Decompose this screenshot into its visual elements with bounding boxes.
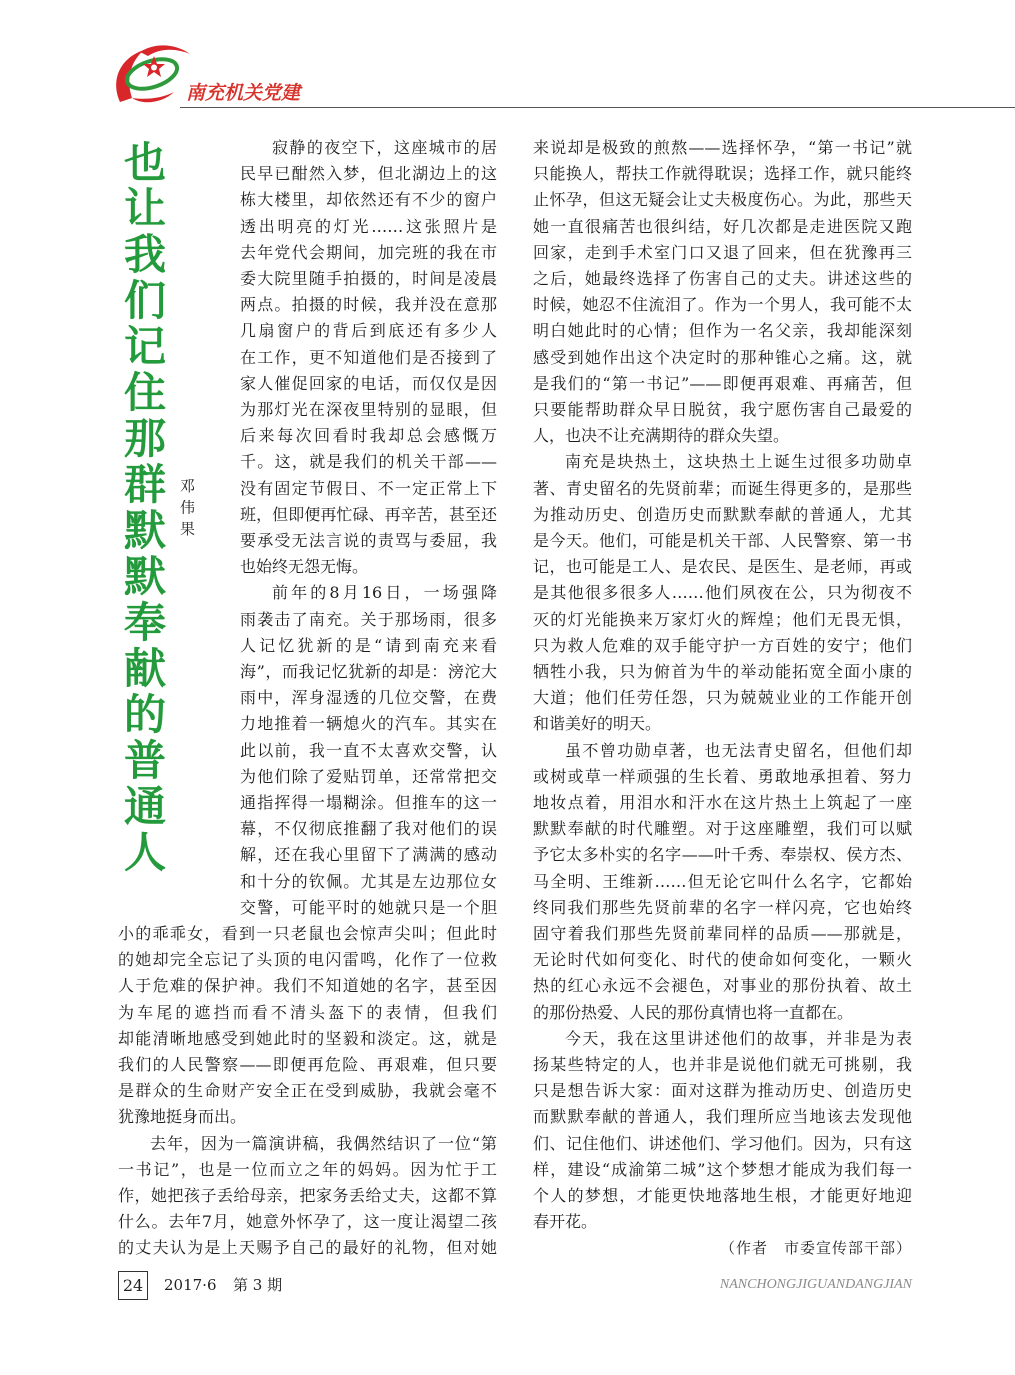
text-line: 交警，可能平时的她就只是一个胆 [240,897,497,917]
text-line: 作，她把孩子丢给母亲，把家务丢给丈夫，这都不算 [118,1186,497,1205]
text-line: 海”，而我记忆犹新的却是：滂沱大 [240,662,497,681]
text-line: 来说却是极致的煎熬——选择怀孕，“第一书记”就 [533,138,912,157]
text-line: 前年的8月16日，一场强降 [272,583,497,603]
text-line: 而默默奉献的普通人，我们理所应当地该去发现他 [533,1107,912,1127]
text-line: 却能清晰地感受到她此时的坚毅和淡定。这，就是 [118,1028,497,1048]
running-title: NANCHONGJIGUANDANGJIAN [719,1277,912,1292]
author-note: （作者 市委宣传部干部） [719,1239,912,1258]
text-line: 犹豫地挺身而出。 [118,1107,247,1127]
text-line: 幕，不仅彻底推翻了我对他们的误 [240,819,497,839]
text-line: 委大院里随手拍摄的，时间是凌晨 [240,269,497,288]
text-line: 今天，我在这里讲述他们的故事，并非是为表 [565,1028,912,1048]
issue-date: 2017·6 [164,1276,217,1294]
text-line: 后来每次回看时我却总会感慨万 [240,426,497,446]
text-line: 记，也可能是工人、是农民、是医生、是老师，再或 [533,557,912,577]
text-line: 去年党代会期间，加完班的我在市 [240,242,497,262]
text-line: 只要能帮助群众早日脱贫，我宁愿伤害自己最爱的 [533,400,912,419]
text-line: 是群众的生命财产安全正在受到威胁，我就会毫不 [118,1081,497,1101]
text-line: 两点。拍摄的时候，我并没在意那 [240,295,497,315]
text-line: 雨袭击了南充。关于那场雨，很多 [240,609,497,629]
text-line: 只为救人危难的双手能守护一方百姓的安宁；他们 [533,635,912,655]
text-line: 为车尾的遮挡而看不清头盔下的表情，但我们 [118,1002,497,1022]
text-line: 也始终无怨无悔。 [240,557,369,577]
text-line: 的她却完全忘记了头顶的电闪雷鸣，化作了一位救 [118,950,497,970]
text-line: 的丈夫认为是上天赐予自己的最好的礼物，但对她 [118,1238,497,1258]
text-line: 我们的人民警察——即便再危险、再艰难，但只要 [118,1055,497,1074]
text-line: 南充是块热土，这块热土上诞生过很多功勋卓 [565,452,912,472]
text-line: 小的乖乖女，看到一只老鼠也会惊声尖叫；但此时 [118,924,497,943]
text-line: 马全明、王维新……但无论它叫什么名字，它都始 [533,871,912,891]
text-line: 是其他很多很多人……他们夙夜在公，只为彻夜不 [533,583,912,603]
text-line: 去年，因为一篇演讲稿，我偶然结识了一位“第 [150,1133,497,1153]
text-line: 著、青史留名的先贤前辈；而诞生得更多的，是那些 [533,478,912,498]
text-line: 寂静的夜空下，这座城市的居 [272,138,497,157]
text-line: 的那份热爱、人民的那份真情也将一直都在。 [533,1002,854,1022]
text-line: 通指挥得一塌糊涂。但推车的这一 [240,793,497,812]
text-line: 热的红心永远不会褪色，对事业的那份执着、故土 [533,976,912,996]
text-line: 几扇窗户的背后到底还有多少人 [240,321,497,341]
text-line: 和谐美好的明天。 [533,714,662,734]
text-line: 雨中，浑身湿透的几位交警，在费 [240,688,497,708]
issue-number: 第 3 期 [233,1276,283,1294]
text-line: 什么。去年7月，她意外怀孕了，这一度让渴望二孩 [118,1212,497,1232]
text-line: 或树或草一样顽强的生长着、勇敢地承担着、努力 [533,766,912,786]
text-line: 终同我们那些先贤前辈的名字一样闪亮，它也始终 [533,897,912,917]
text-line: 人记忆犹新的是“请到南充来看 [240,635,497,655]
text-line: 明白她此时的心情；但作为一名父亲，我却能深刻 [533,321,912,341]
text-line: 止怀孕，但这无疑会让丈夫极度伤心。为此，那些天 [533,190,912,210]
text-line: 灭的灯光能换来万家灯火的辉煌；他们无畏无惧， [533,609,912,629]
text-line: 为推动历史、创造历史而默默奉献的普通人，尤其 [533,504,912,524]
text-line: 为他们除了爱贴罚单，还常常把交 [240,766,497,786]
text-line: 为那灯光在深夜里特别的显眼，但 [240,400,497,419]
text-line: 要承受无法言说的责骂与委屈，我 [240,531,497,550]
page-number: 24 [118,1271,148,1300]
text-line: 力地推着一辆熄火的汽车。其实在 [240,714,497,734]
text-line: 透出明亮的灯光……这张照片是 [240,216,497,236]
text-line: 班，但即便再忙碌、再辛苦，甚至还 [240,504,497,524]
text-line: 只能换人，帮扶工作就得耽误；选择工作，就只能终 [533,164,912,184]
text-line: 之后，她最终选择了伤害自己的丈夫。讲述这些的 [533,269,912,288]
header-divider [180,107,1015,108]
text-line: 民早已酣然入梦，但北湖边上的这 [240,164,497,184]
text-line: 是今天。他们，可能是机关干部、人民警察、第一书 [533,531,912,550]
text-line: 千。这，就是我们的机关干部—— [240,452,497,472]
magazine-name: 南充机关党建 [186,82,301,104]
text-line: 默默奉献的时代雕塑。对于这座雕塑，我们可以赋 [533,819,912,839]
text-line: 只是想告诉大家：面对这群为推动历史、创造历史 [533,1081,912,1101]
text-line: 一书记”，也是一位而立之年的妈妈。因为忙于工 [118,1159,497,1179]
article-title: 也让我们记住那群默默奉献的普通人 [118,140,167,876]
text-line: 她一直很痛苦也很纠结，好几次都是走进医院又跑 [533,216,912,236]
text-line: 回家，走到手术室门口又退了回来，但在犹豫再三 [533,242,912,262]
text-line: 予它太多朴实的名字——叶千秀、奉崇权、侯方杰、 [533,845,912,865]
text-line: 解，还在我心里留下了满满的感动 [240,845,497,865]
text-line: 固守着我们那些先贤前辈同样的品质——那就是， [533,924,912,943]
text-line: 地妆点着，用泪水和汗水在这片热土上筑起了一座 [533,793,912,812]
text-line: 牺牲小我，只为俯首为牛的举动能拓宽全面小康的 [533,662,912,681]
text-line: 时候，她忍不住流泪了。作为一个男人，我可能不太 [533,295,912,315]
text-line: 扬某些特定的人，也并非是说他们就无可挑剔，我 [533,1055,912,1074]
text-line: 们、记住他们、讲述他们、学习他们。因为，只有这 [533,1133,912,1153]
text-line: 人于危难的保护神。我们不知道她的名字，甚至因 [118,976,497,996]
text-line: 大道；他们任劳任怨，只为兢兢业业的工作能开创 [533,688,912,708]
text-line: 是我们的“第一书记”——即便再艰难、再痛苦，但 [533,373,912,393]
magazine-logo-icon [110,40,190,110]
text-line: 和十分的钦佩。尤其是左边那位女 [240,871,497,891]
text-line: 栋大楼里，却依然还有不少的窗户 [240,190,497,210]
right-column [533,135,912,1275]
text-line: 个人的梦想，才能更快地落地生根，才能更好地迎 [533,1186,912,1205]
left-column [118,135,497,1275]
text-line: 此以前，我一直不太喜欢交警，认 [240,740,497,760]
text-line: 没有固定节假日、不一定正常上下 [240,478,497,498]
text-line: 虽不曾功勋卓著，也无法青史留名，但他们却 [565,740,912,760]
text-line: 样，建设“成渝第二城”这个梦想才能成为我们每一 [533,1159,912,1179]
text-line: 人，也决不让充满期待的群众失望。 [533,426,790,446]
text-line: 春开花。 [533,1212,598,1232]
text-line: 在工作，更不知道他们是否接到了 [240,347,497,367]
text-line: 感受到她作出这个决定时的那种锥心之痛。这，就 [533,347,912,367]
article-author: 邓伟果 [178,478,196,543]
text-line: 无论时代如何变化、时代的使命如何变化，一颗火 [533,950,912,970]
text-line: 家人催促回家的电话，而仅仅是因 [240,373,497,393]
